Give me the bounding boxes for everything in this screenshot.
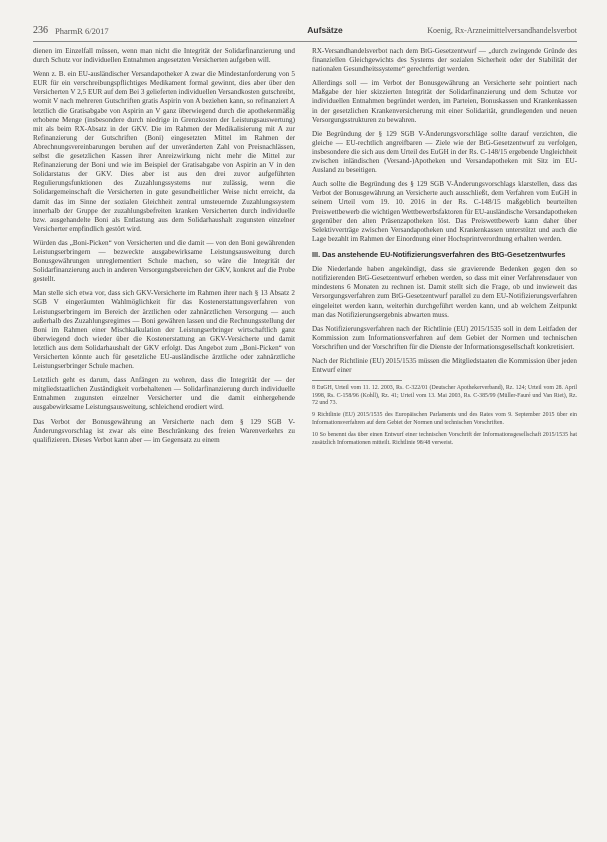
- paragraph: RX-Versandhandelsverbot nach dem BtG-Gesetzentwurf — „durch zwingende Gründe des finanziellen Gleichgewichts des Systems der sozialen Sicherheit oder der Stabilität der nationalen Gesundheitssysteme“ gerechtfertigt werden.: [312, 47, 577, 74]
- header-rule: [33, 41, 577, 42]
- paragraph: Man stelle sich etwa vor, dass sich GKV-Versicherte im Rahmen ihrer nach § 13 Absatz 2 SGB V eingeräumten Wahlmöglichkeit für das Kostenerstattungsverfahren von Leistungserbringern im Bereich der ärztlichen oder zahnärztlichen Versorgung — auch außerhalb des Zuzahlungsregimes — Boni gewähren lassen und die Rechnungsstellung der Boni im Rahmen einer Mischkalkulation der Leistungserbringer wirtschaftlich ganz überwiegend doch wieder über die Kostenerstattung an GKV-Versicherte und damit letztlich aus dem Solidarhaushalt der GKV erfolgt. Das Angebot zum „Boni-Picken“ von Versicherten könnte auch für gesetzliche EU-ausländische ärztliche oder zahnärztliche Leistungserbringer Schule machen.: [33, 289, 295, 371]
- paragraph: dienen im Einzelfall müssen, wenn man nicht die Integrität der Solidarfinanzierung und durch Schutz vor individuellen Entnahmen angesetzten Versicherten aufgeben will.: [33, 47, 295, 65]
- footnote: 9 Richtlinie (EU) 2015/1535 des Europäischen Parlaments und des Rates vom 9. September 2015 über ein Informationsverfahren auf dem Gebiet der Normen und technischen Vorschriften.: [312, 412, 577, 426]
- paragraph: Auch sollte die Begründung des § 129 SGB V-Änderungsvorschlags klarstellen, dass das Verbot der Bonusgewährung an Versicherte auch ausschließt, dem Verfahren vom EuGH in seinem Urteil vom 19. 10. 2016 in der Rs. C-148/15 maßgeblich beurteilten Preiswettbewerb die wichtigen Wettbewerbsfaktoren für EU-ausländische Versandapotheken gegenüber den alten Präsenzapotheken löst. Das Preiswettbewerb kann daher über Selektivverträge zwischen Versandapotheken und Krankenkassen unterstützt und auch die Lage bezahlt im Rahmen der Einordnung einer Hochsprintverordnung erhalten werden.: [312, 180, 577, 243]
- paragraph: Würden das „Boni-Picken“ von Versicherten und die damit — von den Boni gewährenden Leistungserbringern — bezweckte ausgabewirksame Leistungsausweitung durch Bonusgewährungen unreglementiert Schule machen, so wäre die Integrität der Solidarfinanzierung auch in anderen Versorgungsbereichen der GKV, konkret auf die Probe gestellt.: [33, 238, 295, 284]
- footnote-rule: [312, 380, 402, 381]
- page-header: [33, 23, 577, 39]
- paragraph: Das Verbot der Bonusgewährung an Versicherte nach dem § 129 SGB V-Änderungsvorschlag ist zwar als eine Beschränkung des freien Warenverkehrs zu qualifizieren. Dieses Verbot kann aber — im Gegensatz zu einem: [33, 417, 295, 444]
- paragraph: Wenn z. B. ein EU-ausländischer Versandapotheker A zwar die Mindestanforderung von 5 EUR für ein verschreibungspflichtiges Medikament formal gewinnt, dies aber über den Versicherten V 2,5 EUR auf dem Bei 3 gelieferten individuellen Versandkosten gutschreibt, womit V nach mehreren Gutschriften gratis Aspirin von A beziehen kann, so refinanziert A letztlich die Gratisabgabe von Aspirin an V ganz überwiegend durch die apothekenmäßig erhobene Menge (insbesondere durch niedrige in Grenzkosten der Leistungsauswertung) mit als beim RX-Absatz in der GKV. Die im Rahmen der Medikalisierung mit A zur Refinanzierung der Gutschriften (Boni) eingesetzten Mittel im Rahmen der Abrechnungsvereinbarungen beruhen auf der unveränderten Zahl von Preisnachlässen, selbst die gesetzlichen Kassen ihrer Anreizwirkung nicht mehr die Mittel zur Refinanzierung der Boni und wie im Beispiel der Gratisabgabe von Aspirin an V in den Solidarstatus der GKV. Dies aber ist aus den drei zuvor aufgeführten Regulierungsfunktionen des Zuzahlungssystems nur zulässig, wenn die Solidargemeinschaft die Versicherten in gute gesundheitlicher Weise nicht erreicht, da damit das im Sinne der sozialen Gleichheit zentral umsteuernde Zuzahlungssystem innerhalb der Gruppe der zuzahlungsbefreiten kranken Versicherten durch individuelle bzw. ausgehandelte Boni als Entlastung aus dem Solidarhaushalt zugunsten einzelner Versicherter empfindlich gestört wird.: [33, 70, 295, 233]
- paragraph: Das Notifizierungsverfahren nach der Richtlinie (EU) 2015/1535 soll in dem Leitfaden der Kommission zum Informationsverfahren auf dem Gebiet der Normen und technischen Vorschriften und der Vorschriften für die Dienste der Informationsgesellschaft konkretisiert.: [312, 324, 577, 351]
- section-label: Aufsätze: [307, 25, 343, 35]
- paragraph: Allerdings soll — im Verbot der Bonusgewährung an Versicherte sehr pointiert nach Maßgabe der hier skizzierten Integrität der Solidarfinanzierung und dem Schutze vor individuellen Entnahmen begründet werden, im Parteien, Bonuskassen und Krankenkassen in der gesetzlichen Krankenversicherung mit einer Solidarität, grundlegenden und neuen Versorgungsstrukturen zu bewahren.: [312, 79, 577, 124]
- paragraph: Nach der Richtlinie (EU) 2015/1535 müssen die Mitgliedstaaten die Kommission über jeden Entwurf einer: [312, 357, 577, 375]
- right-column: [312, 47, 577, 452]
- paragraph: Letztlich geht es darum, dass Anfängen zu wehren, dass die Integrität der — der mitgliedstaatlichen Zuständigkeit vorbehaltenen — Solidarfinanzierung durch individuelle Entnahmen zugunsten einzelner Versicherter und die damit einhergehende ausgabewirksame Leistungsausweitung, schleichend erodiert wird.: [33, 376, 295, 412]
- left-column: [33, 47, 295, 450]
- footnote: 8 EuGH, Urteil vom 11. 12. 2003, Rs. C-322/01 (Deutscher Apothekerverband), Rz. 124; Urteil vom 28. April 1998, Rs. C-158/96 (Kohll), Rz. 41; Urteil vom 13. Mai 2003, Rs. C-385/99 (Müller-Fauré und Van Riet), Rz. 72 und 73.: [312, 385, 577, 407]
- journal-name: PharmR 6/2017: [55, 26, 109, 36]
- page-number: 236: [33, 25, 48, 36]
- footnote: 10 So benennt das über einen Entwurf einer technischen Vorschrift der Informationsgesellschaft 2015/1535 hat zusätzlich Informationen mitteilt. Richtlinie 98/48 verweist.: [312, 432, 577, 446]
- paragraph: Die Begründung der § 129 SGB V-Änderungsvorschläge sollte darauf verzichten, die gleiche — EU-rechtlich angreifbaren — Ziele wie der BtG-Gesetzentwurf zu verfolgen, insbesondere die sich aus dem Urteil des EuGH in der Rs. C-148/15 ergebende Ungleichheit zwischen inländischen (Versand-)Apotheken und Versandapotheken mit Sitz im EU-Ausland zu beseitigen.: [312, 129, 577, 175]
- running-title: Koenig, Rx-Arzneimittelversandhandelsverbot: [427, 26, 577, 35]
- paragraph: Die Niederlande haben angekündigt, dass sie gravierende Bedenken gegen den so notifizierenden BtG-Gesetzentwurf erheben werden, so dass mit einer Verfahrensdauer von mindestens 6 Monaten zu rechnen ist. Damit stellt sich die Frage, ob und inwieweit das Versorgungsverfahren zum BtG-Gesetzentwurf parallel zu dem EU-Notifizierungsverfahren eingeleitet werden kann, weiterhin durchgeführt werden kann, und ab welchem Zeitpunkt man das Notifizierungsergebnis abwarten muss.: [312, 265, 577, 319]
- section-heading: III. Das anstehende EU-Notifizierungsverfahren des BtG-Gesetzentwurfes: [312, 249, 566, 259]
